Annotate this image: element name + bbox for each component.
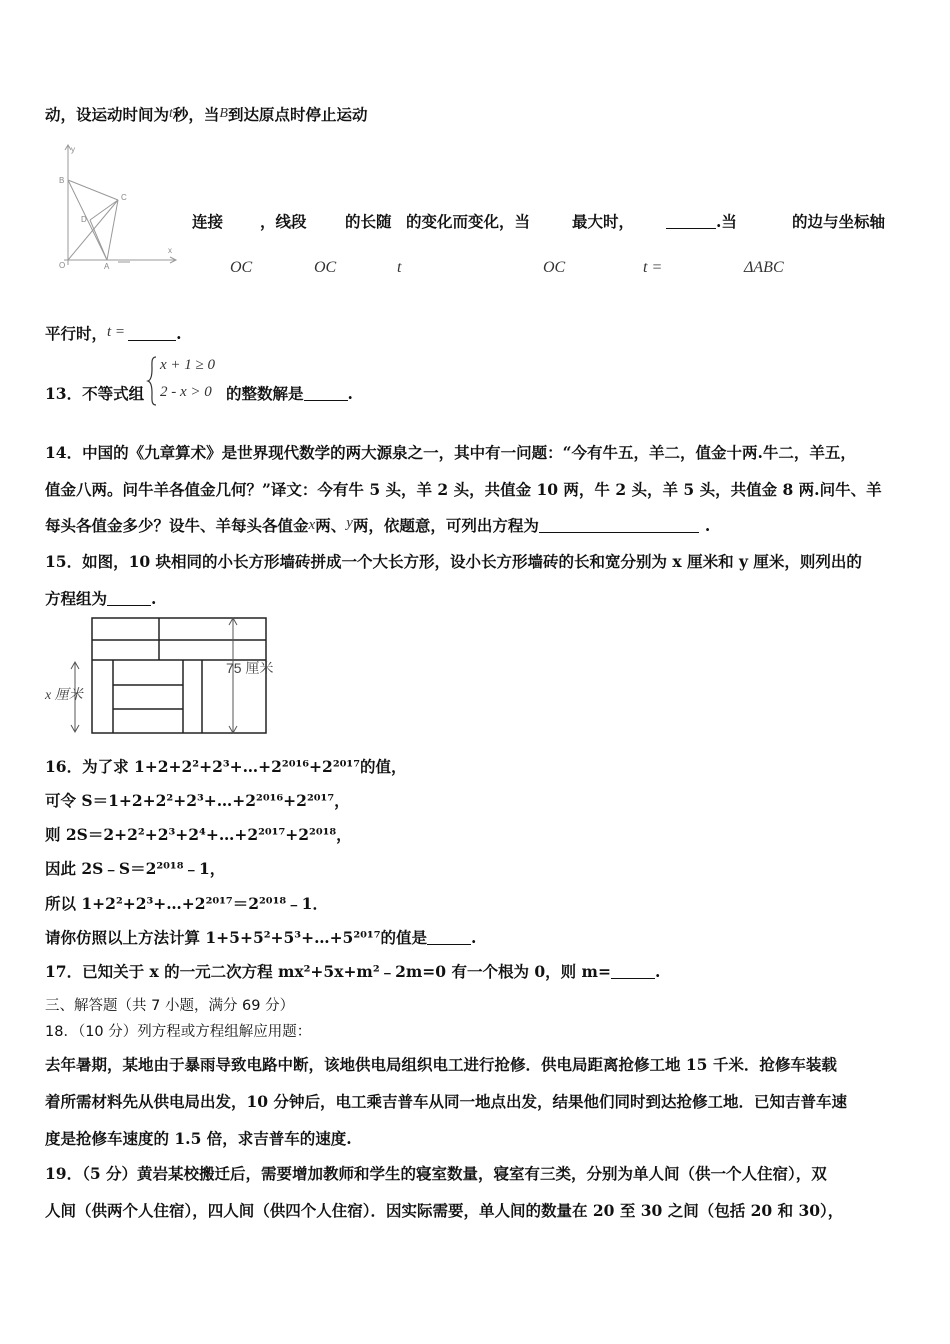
q16-line2: 可令 S＝1+2+2²+2³+…+2²⁰¹⁶+2²⁰¹⁷， <box>45 791 350 810</box>
answer-blank[interactable] <box>611 964 655 979</box>
math-OC-3: OC <box>543 259 566 276</box>
q13-ineq2: 2 - x > 0 <box>160 384 212 400</box>
q18-line1: 去年暑期，某地由于暴雨导致电路中断，该地供电局组织电工进行抢修．供电局距离抢修工地 15 千米．抢修车装载 <box>45 1055 837 1074</box>
q19-line2: 人间（供两个人住宿），四人间（供四个人住宿）．因实际需要，单人间的数量在 20 至 30 之间（包括 20 和 30）， <box>45 1201 844 1220</box>
label-y: y <box>71 145 75 154</box>
q12-line3: 平行时，t = . <box>45 324 182 343</box>
label-x: x <box>168 246 172 255</box>
q17: 17．已知关于 x 的一元二次方程 mx²+5x+m²﹣2m=0 有一个根为 0，则 m= . <box>45 962 661 981</box>
q14-line1: 14．中国的《九章算术》是世界现代数学的两大源泉之一，其中有一问题：“今有牛五，羊二，值金十两.牛二，羊五， <box>45 443 856 462</box>
math-t-eq: t = <box>643 259 663 276</box>
q15-line2: 方程组为 . <box>45 589 157 608</box>
q19-line1: 19．（5 分）黄岩某校搬迁后，需要增加教师和学生的寝室数量，寝室有三类，分别为单人间（供一个人住宿），双 <box>45 1164 827 1183</box>
q16-line6: 请你仿照以上方法计算 1+5+5²+5³+…+5²⁰¹⁷的值是 . <box>45 928 477 947</box>
segment-CA <box>107 200 118 260</box>
answer-blank[interactable] <box>107 591 151 606</box>
q16-line4: 因此 2S﹣S＝2²⁰¹⁸﹣1， <box>45 859 226 878</box>
label-C: C <box>121 193 127 202</box>
label-75cm: 75 厘米 <box>226 660 274 676</box>
q18-line2: 着所需材料先从供电局出发，10 分钟后，电工乘吉普车从同一地点出发，结果他们同时到达抢修工地．已知吉普车速 <box>45 1092 847 1111</box>
q12-w5: 最大时， <box>572 212 635 231</box>
q14-line2: 值金八两。问牛羊各值金几何？”译文：今有牛 5 头，羊 2 头，共值金 10 两，牛 2 头，羊 5 头，共值金 8 两.问牛、羊 <box>45 480 882 499</box>
segment-BC <box>68 180 118 200</box>
q12-line1: 动，设运动时间为t秒，当B到达原点时停止运动 <box>45 105 368 124</box>
math-OC-1: OC <box>230 259 253 276</box>
q13-tail: 的整数解是 . <box>226 384 353 403</box>
var-B: B <box>219 106 228 121</box>
q18-line3: 度是抢修车速度的 1.5 倍，求吉普车的速度. <box>45 1129 352 1148</box>
answer-blank[interactable] <box>666 214 716 229</box>
segment-OC <box>68 200 118 260</box>
section-heading: 三、解答题（共 7 小题，满分 69 分） <box>45 998 295 1014</box>
answer-blank[interactable] <box>539 518 699 533</box>
answer-blank[interactable] <box>128 326 176 341</box>
label-B: B <box>59 176 65 185</box>
math-OC-2: OC <box>314 259 337 276</box>
q13-ineq1: x + 1 ≥ 0 <box>160 357 216 373</box>
q18-title: 18．（10 分）列方程或方程组解应用题： <box>45 1024 312 1040</box>
label-O: O <box>59 261 66 270</box>
math-triangle-ABC: ΔABC <box>744 259 784 276</box>
q15-line1: 15．如图，10 块相同的小长方形墙砖拼成一个大长方形，设小长方形墙砖的长和宽分别为 x 厘米和 y 厘米，则列出的 <box>45 552 862 571</box>
q12-w1: 连接 <box>192 212 224 231</box>
var-t: t <box>169 106 173 121</box>
q12-w2: ，线段 <box>260 212 307 231</box>
q12-w4: 的变化而变化，当 <box>406 212 531 231</box>
segment-DA <box>90 220 107 260</box>
q12-w3: 的长随 <box>345 212 392 231</box>
q16-line3: 则 2S＝2+2²+2³+2⁴+…+2²⁰¹⁷+2²⁰¹⁸， <box>45 825 352 844</box>
label-A: A <box>104 262 110 270</box>
left-brace <box>146 355 160 407</box>
answer-blank[interactable] <box>304 386 348 401</box>
q16-line1: 16．为了求 1+2+2²+2³+…+2²⁰¹⁶+2²⁰¹⁷的值， <box>45 757 407 776</box>
label-D: D <box>81 215 87 224</box>
q16-line5: 所以 1+2²+2³+…+2²⁰¹⁷＝2²⁰¹⁸﹣1． <box>45 894 328 913</box>
q12-w7: 的边与坐标轴 <box>792 212 886 231</box>
q14-line3: 每头各值金多少？设牛、羊每头各值金x两、y两，依题意，可列出方程为 . <box>45 515 711 535</box>
label-x-cm: x 厘米 <box>45 688 83 703</box>
q13-label: 13．不等式组 <box>45 384 145 403</box>
answer-blank[interactable] <box>427 930 471 945</box>
coordinate-diagram <box>50 140 180 270</box>
q12-blank1: .当 <box>666 210 737 232</box>
math-t-1: t <box>397 259 402 276</box>
